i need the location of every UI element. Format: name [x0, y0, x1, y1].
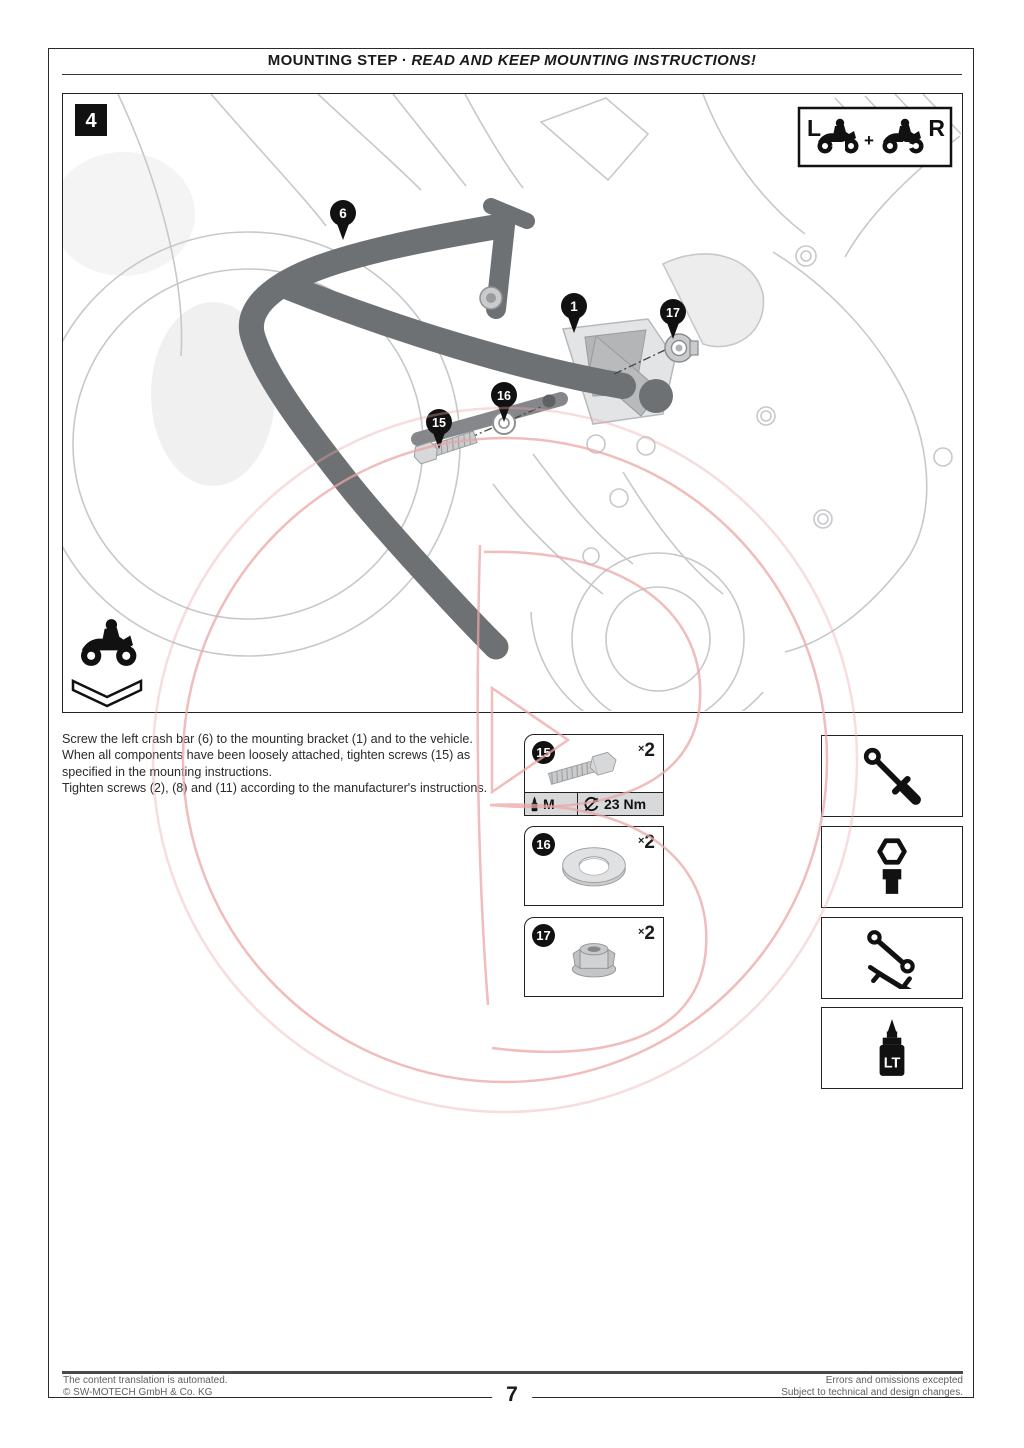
title-bold: MOUNTING STEP [267, 52, 398, 69]
pivot-bolt-center [486, 293, 496, 303]
svg-text:16: 16 [497, 389, 511, 403]
page-number: 7 [492, 1383, 532, 1407]
threadlocker-bottle-icon [861, 1017, 923, 1079]
left-label: L [807, 115, 822, 141]
footer-left-text [63, 1375, 228, 1398]
tool-box-wrenches [821, 917, 963, 999]
wrenches-icon [861, 927, 923, 989]
title-separator: · [401, 52, 408, 69]
part-box-washer [524, 826, 664, 906]
step-number-badge [75, 104, 107, 136]
orientation-badge [799, 108, 951, 166]
threadlocker-bottle-icon [530, 796, 539, 812]
hex-socket-icon [861, 836, 923, 898]
title-italic: READ AND KEEP MOUNTING INSTRUCTIONS! [411, 52, 757, 69]
svg-text:17: 17 [666, 306, 680, 320]
page-title [62, 52, 962, 69]
part-box-screw [524, 734, 664, 816]
tool-box-driver [821, 735, 963, 817]
mounting-diagram [62, 93, 963, 713]
view-direction-motorcycle-icon [73, 619, 141, 706]
diagram-illustration [63, 94, 961, 711]
header-divider [62, 74, 962, 75]
instruction-text [62, 731, 522, 797]
footer-right-text [781, 1375, 963, 1398]
pin-17 [660, 299, 686, 339]
svg-text:4: 4 [85, 110, 97, 132]
footer-translation-note: The content translation is automated. [63, 1375, 228, 1386]
part-number-badge: 17 [532, 924, 555, 947]
right-label: R [928, 115, 945, 141]
tool-box-socket [821, 826, 963, 908]
instruction-line: When all components have been loosely attached, tighten screws (15) as [62, 748, 471, 763]
part-quantity: ×2 [637, 832, 655, 853]
footer-copyright: © SW-MOTECH GmbH & Co. KG [63, 1386, 213, 1398]
footer-divider [62, 1371, 963, 1374]
crash-bar [251, 206, 673, 647]
torque-spec [577, 793, 663, 815]
svg-text:1: 1 [570, 299, 578, 314]
part-quantity: ×2 [637, 740, 655, 761]
part-number-badge: 15 [532, 741, 555, 764]
part-box-nut [524, 917, 664, 997]
threadlocker-spec [525, 793, 577, 815]
part-number-badge: 16 [532, 833, 555, 856]
instruction-line: Tighten screws (2), (8) and (11) according to the manufacturer's instructions. [62, 781, 488, 796]
instruction-line: Screw the left crash bar (6) to the mounting bracket (1) and to the vehicle. [62, 732, 473, 746]
instruction-line: specified in the mounting instructions. [62, 764, 273, 779]
svg-text:15: 15 [432, 416, 446, 430]
threadlocker-grade: M [543, 796, 555, 812]
pin-6 [330, 200, 356, 240]
footer-changes-note: Subject to technical and design changes. [781, 1386, 963, 1398]
svg-text:6: 6 [339, 206, 347, 221]
footer-errors-note: Errors and omissions excepted [825, 1375, 963, 1386]
torque-value: 23 Nm [604, 796, 647, 812]
part-quantity: ×2 [637, 923, 655, 944]
plus-label: + [864, 131, 874, 150]
screwdriver-icon [861, 745, 923, 807]
torque-spec-row [525, 792, 663, 815]
nut-17-graphic [665, 334, 698, 362]
direction-arrow-icon [73, 681, 141, 706]
tool-box-threadlocker [821, 1007, 963, 1089]
torque-icon [583, 796, 600, 813]
threadlocker-label: LT [883, 1055, 901, 1072]
